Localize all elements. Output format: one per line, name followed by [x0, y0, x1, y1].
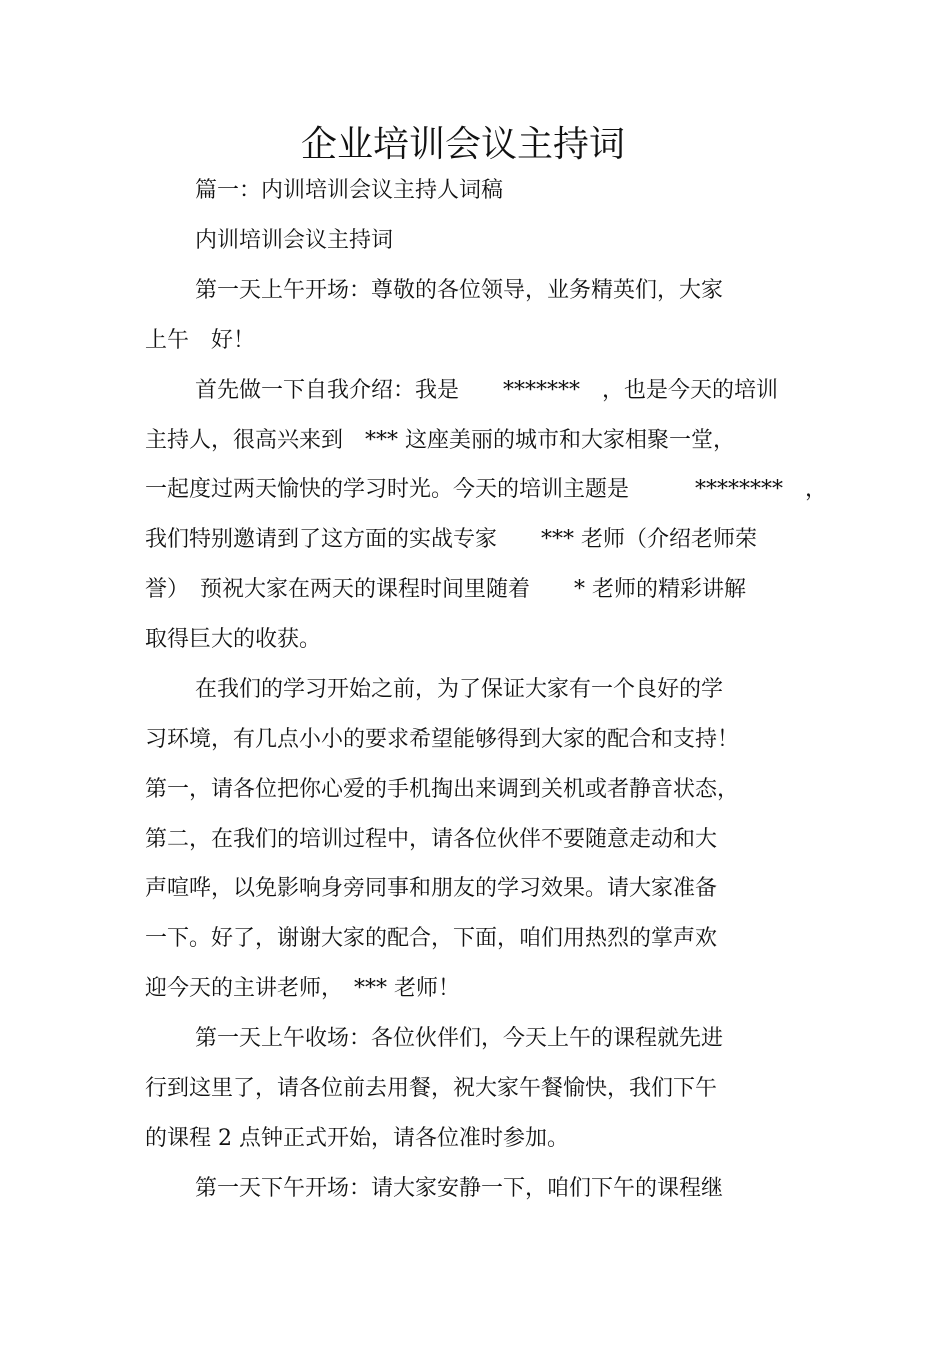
text-line: 行到这里了，请各位前去用餐，祝大家午餐愉快，我们下午 [145, 1076, 718, 1101]
document-title: 企业培训会议主持词 [300, 124, 625, 165]
text-line: 在我们的学习开始之前，为了保证大家有一个良好的学 [195, 677, 724, 702]
text-line: 声喧哗，以免影响身旁同事和朋友的学习效果。请大家准备 [145, 876, 718, 901]
text-line: 一下。好了，谢谢大家的配合，下面，咱们用热烈的掌声欢 [145, 926, 718, 951]
text-line: 誉） 预祝大家在两天的课程时间里随着 * 老师的精彩讲解 [145, 577, 746, 602]
text-line: 第一天上午收场：各位伙伴们，今天上午的课程就先进 [195, 1026, 724, 1051]
text-line: 第二，在我们的培训过程中，请各位伙伴不要随意走动和大 [145, 827, 718, 852]
text-line: 习环境，有几点小小的要求希望能够得到大家的配合和支持！ [145, 727, 740, 752]
text-line: 取得巨大的收获。 [145, 627, 322, 652]
text-line: 主持人，很高兴来到 *** 这座美丽的城市和大家相聚一堂， [145, 428, 735, 453]
text-line: 首先做一下自我介绍：我是 ******* ，也是今天的培训 [195, 378, 779, 403]
text-line: 我们特别邀请到了这方面的实战专家 *** 老师（介绍老师荣 [145, 527, 757, 552]
text-line: 第一天下午开场：请大家安静一下，咱们下午的课程继 [195, 1176, 724, 1201]
text-line: 上午 好！ [145, 328, 256, 353]
text-line: 篇一：内训培训会议主持人词稿 [195, 178, 504, 203]
text-line: 一起度过两天愉快的学习时光。今天的培训主题是 ******** ， [145, 477, 828, 502]
text-line: 的课程 2 点钟正式开始，请各位准时参加。 [145, 1126, 569, 1151]
text-line: 内训培训会议主持词 [195, 228, 394, 253]
text-line: 迎今天的主讲老师， *** 老师！ [145, 976, 460, 1001]
text-line: 第一，请各位把你心爱的手机掏出来调到关机或者静音状态， [145, 777, 740, 802]
text-line: 第一天上午开场：尊敬的各位领导，业务精英们，大家 [195, 278, 724, 303]
